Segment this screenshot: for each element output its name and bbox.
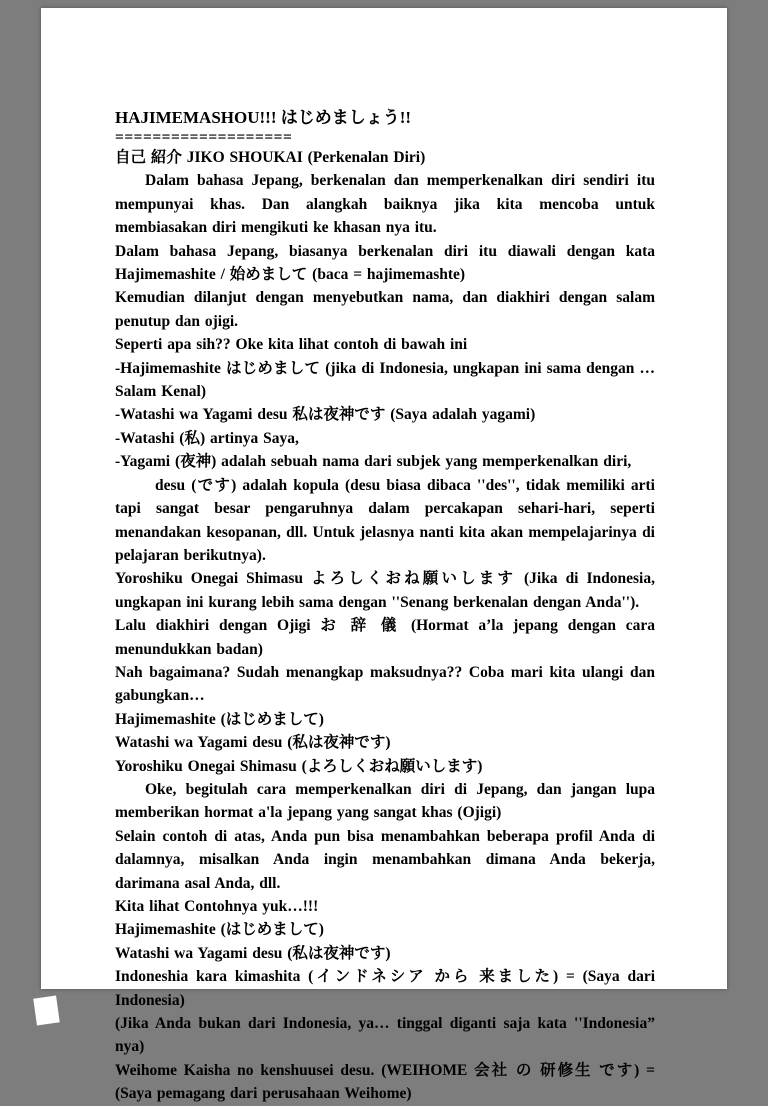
- paragraph: Watashi wa Yagami desu (私は夜神です): [115, 734, 391, 752]
- paragraph: Dalam bahasa Jepang, berkenalan dan memperkenalkan diri sendiri itu mempunyai khas. Dan alangkah baiknya jika kita mencoba untuk membiasakan diri mengikuti ke khasan nya itu.: [115, 172, 655, 237]
- paragraph: 自己 紹介 JIKO SHOUKAI (Perkenalan Diri): [115, 149, 426, 166]
- paragraph: -Watashi (私) artinya Saya,: [115, 429, 299, 447]
- paragraph: desu (です) adalah kopula (desu biasa dibaca ''des'', tidak memiliki arti tapi sangat besar pengaruhnya dalam percakapan sehari-hari, seperti menandakan kesopanan, dll. Untuk jelasnya nanti kita akan mempelajarinya di pelajaran berikutnya).: [115, 476, 655, 564]
- paragraph: Seperti apa sih?? Oke kita lihat contoh di bawah ini: [115, 336, 468, 354]
- paragraph: Hajimemashite (はじめまして): [115, 710, 324, 728]
- paragraph: Hajimemashite (はじめまして): [115, 921, 324, 939]
- paragraph: Kita lihat Contohnya yuk…!!!: [115, 898, 319, 915]
- paragraph: Nah bagaimana? Sudah menangkap maksudnya?? Coba mari kita ulangi dan gabungkan…: [115, 663, 655, 705]
- next-page-edge: [33, 996, 60, 1026]
- divider-line: ===================: [115, 129, 293, 146]
- paragraph: -Hajimemashite はじめまして (jika di Indonesia, ungkapan ini sama dengan … Salam Kenal): [115, 359, 655, 401]
- paragraph: Watashi wa Yagami desu (私は夜神です): [115, 944, 391, 962]
- paragraph: -Watashi wa Yagami desu 私は夜神です (Saya adalah yagami): [115, 406, 536, 424]
- paragraph: -Yagami (夜神) adalah sebuah nama dari subjek yang memperkenalkan diri,: [115, 453, 632, 471]
- document-title: HAJIMEMASHOU!!! はじめましょう!!: [115, 108, 412, 127]
- paragraph: Weihome Kaisha no kenshuusei desu. (WEIHOME 会社 の 研修生 です) = (Saya pemagang dari perusahaan Weihome): [115, 1061, 655, 1103]
- paragraph: Kemudian dilanjut dengan menyebutkan nama, dan diakhiri dengan salam penutup dan ojigi.: [115, 289, 655, 330]
- paragraph: Lalu diakhiri dengan Ojigi お 辞 儀 (Hormat a’la jepang dengan cara menundukkan badan): [115, 617, 655, 658]
- paragraph: Yoroshiku Onegai Shimasu よろしくおね願いします (Jika di Indonesia, ungkapan ini kurang lebih sama dengan ''Senang berkenalan dengan Anda'').: [115, 570, 655, 611]
- paragraph-list: [115, 146, 655, 1106]
- document-content: [41, 8, 727, 1106]
- paragraph: Oke, begitulah cara memperkenalkan diri di Jepang, dan jangan lupa memberikan hormat a'la jepang yang sangat khas (Ojigi): [115, 780, 655, 822]
- paragraph: Yoroshiku Onegai Shimasu (よろしくおね願いします): [115, 757, 483, 775]
- paragraph: Indoneshia kara kimashita (インドネシア から 来ました) = (Saya dari Indonesia): [115, 968, 655, 1009]
- paragraph: Dalam bahasa Jepang, biasanya berkenalan diri itu diawali dengan kata Hajimemashite / 始めまして (baca = hajimemashte): [115, 242, 655, 284]
- paragraph: Selain contoh di atas, Anda pun bisa menambahkan beberapa profil Anda di dalamnya, misalkan Anda ingin menambahkan dimana Anda bekerja, darimana asal Anda, dll.: [115, 827, 655, 892]
- paragraph: (Jika Anda bukan dari Indonesia, ya… tinggal diganti saja kata ''Indonesia” nya): [115, 1015, 655, 1056]
- document-page: [41, 8, 727, 1103]
